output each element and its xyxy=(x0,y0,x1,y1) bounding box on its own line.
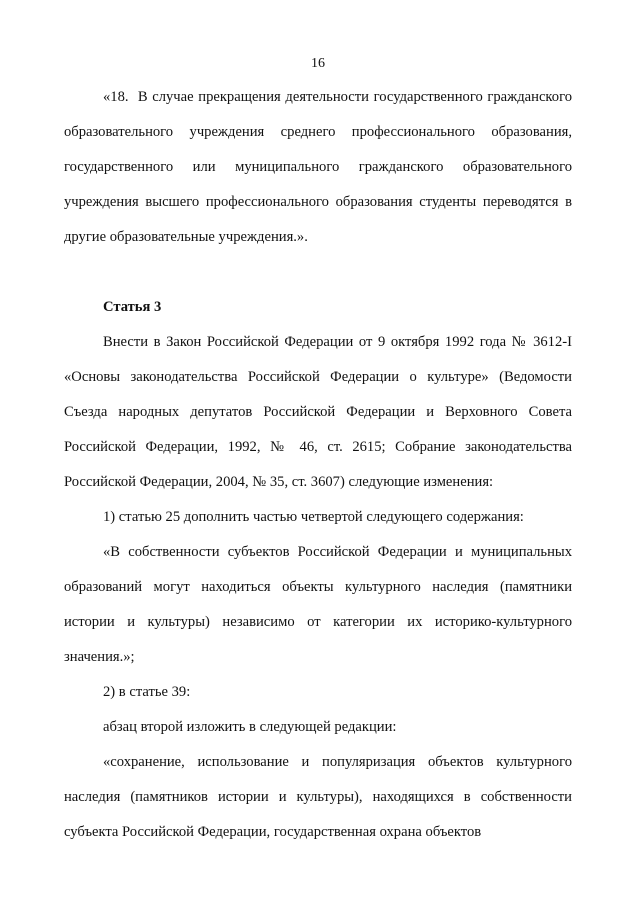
document-page xyxy=(64,0,572,900)
paragraph-item-2-text: «сохранение, использование и популяризация объектов культурного наследия (памятников истории и культуры), находящихся в собственности субъекта Российской Федерации, государственная охрана объектов xyxy=(64,754,572,840)
paragraph-item-1: 1) статью 25 дополнить частью четвертой следующего содержания: xyxy=(103,509,524,525)
paragraph-clause-18: «18. В случае прекращения деятельности государственного гражданского образовательного учреждения среднего профессионального образования, государственного или муниципального гражданского образовательного учреждения высшего профессионального образования студенты переводятся в другие образовательные учреждения.». xyxy=(64,89,572,245)
paragraph-amendment-intro: Внести в Закон Российской Федерации от 9 октября 1992 года № 3612-I «Основы законодательства Российской Федерации о культуре» (Ведомости Съезда народных депутатов Российской Федерации и Верховного Совета Российской Федерации, 1992, № 46, ст. 2615; Собрание законодательства Российской Федерации, 2004, № 35, ст. 3607) следующие изменения: xyxy=(64,334,572,490)
section-spacer xyxy=(64,255,572,290)
article-heading: Статья 3 xyxy=(103,299,162,315)
document-body xyxy=(64,80,572,850)
paragraph-item-1-text: «В собственности субъектов Российской Федерации и муниципальных образований могут находиться объекты культурного наследия (памятники истории и культуры) независимо от категории их историко-культурного значения.»; xyxy=(64,544,572,665)
paragraph-item-2: 2) в статье 39: xyxy=(103,684,191,700)
paragraph-item-2-instruction: абзац второй изложить в следующей редакции: xyxy=(103,719,397,735)
page-number: 16 xyxy=(311,56,325,71)
